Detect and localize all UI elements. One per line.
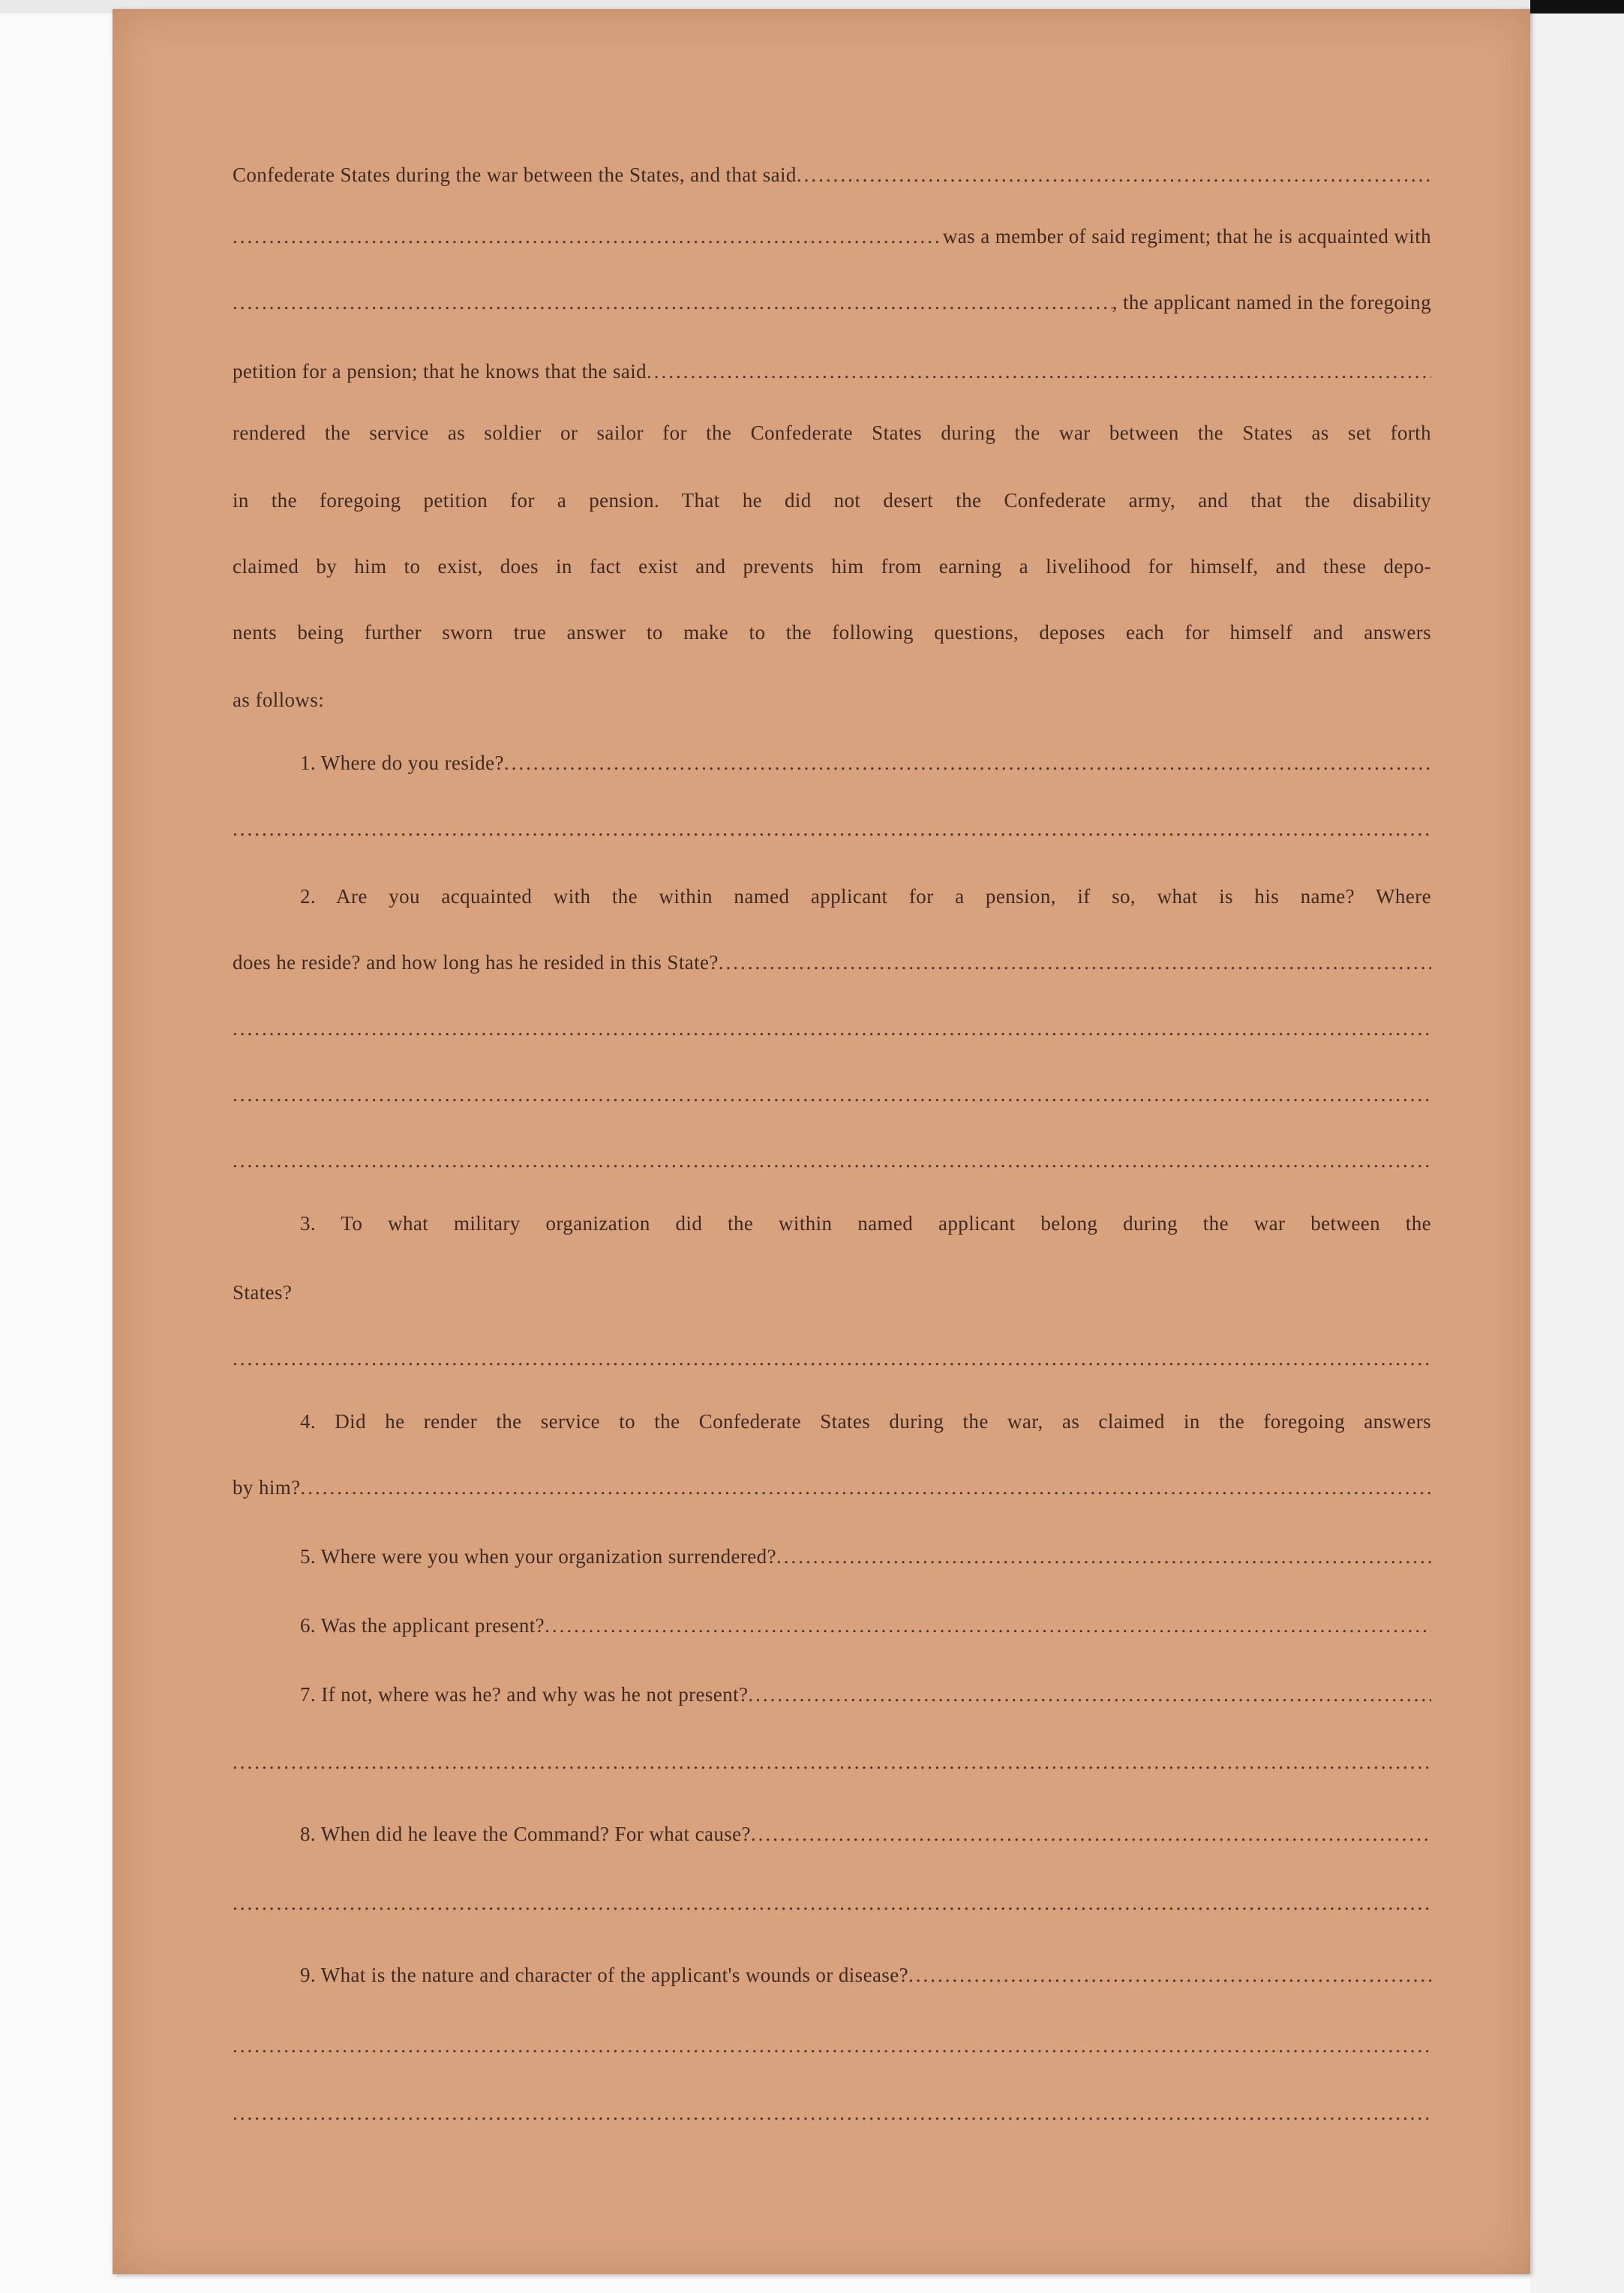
form-text-4: petition for a pension; that he knows that the said — [233, 360, 647, 383]
question-8 — [300, 1823, 1431, 1853]
question-2-continued — [233, 951, 1431, 981]
question-4-text-2: by him? — [233, 1476, 301, 1499]
answer-9-line-3 — [233, 2102, 1431, 2132]
answer-2-line-3 — [233, 1083, 1431, 1113]
form-line-5 — [233, 422, 1431, 452]
form-text-8: nents being further sworn true answer to make to the following questions, deposes each for himself and answers — [233, 621, 1431, 644]
answer-6-blank[interactable] — [545, 1614, 1431, 1637]
answer-8-line-2 — [233, 1892, 1431, 1922]
answer-7-blank-2[interactable] — [233, 1751, 1431, 1774]
form-text-2: was a member of said regiment; that he is acquainted with — [942, 225, 1431, 248]
question-1 — [300, 752, 1431, 782]
answer-2-blank-4[interactable] — [233, 1149, 1431, 1172]
form-line-3 — [233, 291, 1431, 321]
question-4-continued — [233, 1476, 1431, 1506]
blank-said-applicant[interactable] — [647, 360, 1431, 383]
form-line-9 — [233, 689, 1431, 719]
form-line-2 — [233, 225, 1431, 255]
answer-2-blank[interactable] — [719, 951, 1431, 974]
question-5-text: 5. Where were you when your organization surrendered? — [300, 1545, 776, 1568]
scan-right-margin — [1530, 0, 1624, 2293]
form-text-6: in the foregoing petition for a pension. That he did not desert the Confederate army, and that the disability — [233, 489, 1431, 512]
question-6 — [300, 1614, 1431, 1644]
answer-8-blank-2[interactable] — [233, 1892, 1431, 1915]
question-2-text: 2. Are you acquainted with the within named applicant for a pension, if so, what is his name? Where — [300, 885, 1431, 908]
answer-9-line-2 — [233, 2034, 1431, 2064]
form-line-8 — [233, 621, 1431, 651]
answer-9-blank-2[interactable] — [233, 2034, 1431, 2057]
answer-1-line-2 — [233, 818, 1431, 848]
form-text-1: Confederate States during the war between the States, and that said — [233, 164, 797, 186]
form-line-1 — [233, 164, 1431, 194]
form-text-9: as follows: — [233, 689, 325, 711]
question-1-text: 1. Where do you reside? — [300, 752, 504, 774]
scan-corner-mark — [1530, 0, 1624, 14]
question-7-text: 7. If not, where was he? and why was he not present? — [300, 1683, 749, 1706]
question-3-text-2: States? — [233, 1281, 293, 1304]
form-text-3: , the applicant named in the foregoing — [1112, 291, 1431, 314]
question-9-text: 9. What is the nature and character of the applicant's wounds or disease? — [300, 1964, 909, 1986]
question-4-text: 4. Did he render the service to the Confederate States during the war, as claimed in the foregoing answers — [300, 1410, 1431, 1433]
blank-applicant-name[interactable] — [233, 291, 1112, 314]
answer-3-line — [233, 1347, 1431, 1377]
question-3-continued — [233, 1281, 1431, 1311]
answer-2-blank-2[interactable] — [233, 1017, 1431, 1040]
blank-member-name[interactable] — [233, 225, 943, 248]
question-3-text: 3. To what military organization did the within named applicant belong during the war between the — [300, 1212, 1431, 1235]
answer-4-blank[interactable] — [301, 1476, 1431, 1499]
answer-7-blank[interactable] — [748, 1683, 1431, 1706]
pension-form-page — [113, 9, 1530, 2274]
answer-2-line-4 — [233, 1149, 1431, 1179]
form-line-7 — [233, 555, 1431, 585]
answer-3-blank[interactable] — [233, 1347, 1431, 1370]
question-3 — [300, 1212, 1431, 1242]
question-8-text: 8. When did he leave the Command? For what cause? — [300, 1823, 751, 1845]
answer-5-blank[interactable] — [776, 1545, 1431, 1568]
question-2-text-2: does he reside? and how long has he resided in this State? — [233, 951, 719, 974]
answer-9-blank-3[interactable] — [233, 2102, 1431, 2125]
answer-7-line-2 — [233, 1751, 1431, 1781]
answer-2-line-2 — [233, 1017, 1431, 1047]
answer-2-blank-3[interactable] — [233, 1083, 1431, 1106]
question-7 — [300, 1683, 1431, 1713]
question-5 — [300, 1545, 1431, 1575]
question-9 — [300, 1964, 1431, 1994]
answer-1-blank[interactable] — [504, 752, 1431, 775]
question-4 — [300, 1410, 1431, 1440]
question-6-text: 6. Was the applicant present? — [300, 1614, 545, 1637]
question-2 — [300, 885, 1431, 915]
blank-said-name[interactable] — [797, 164, 1431, 187]
answer-9-blank[interactable] — [908, 1964, 1431, 1987]
answer-8-blank[interactable] — [751, 1823, 1431, 1846]
answer-1-blank-2[interactable] — [233, 818, 1431, 841]
form-line-4 — [233, 360, 1431, 390]
form-text-5: rendered the service as soldier or sailor for the Confederate States during the war between the States as set forth — [233, 422, 1431, 444]
form-text-7: claimed by him to exist, does in fact exist and prevents him from earning a livelihood for himself, and these depo- — [233, 555, 1431, 578]
form-line-6 — [233, 489, 1431, 519]
